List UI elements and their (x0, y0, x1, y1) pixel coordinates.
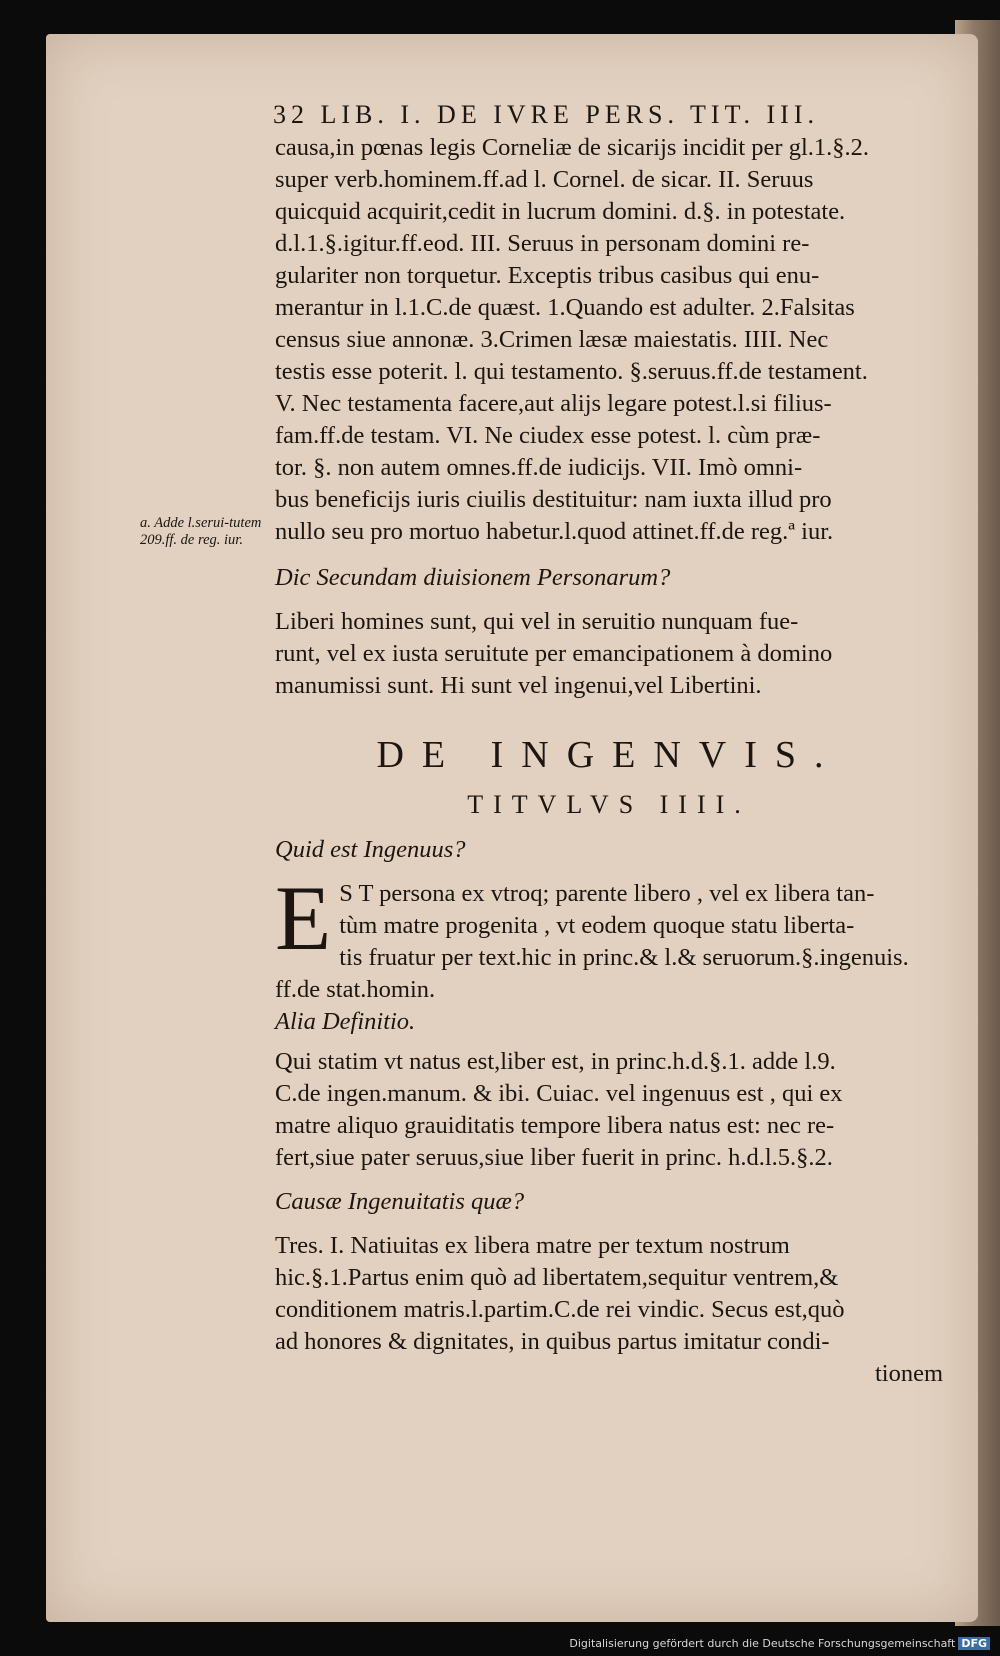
text-line: nullo seu pro mortuo habetur.l.quod attinet.ff.de reg.ª iur. (275, 518, 834, 545)
text-line: merantur in l.1.C.de quæst. 1.Quando est adulter. 2.Falsitas (275, 294, 855, 321)
text-line: testis esse poterit. l. qui testamento. §.seruus.ff.de testament. (275, 358, 868, 385)
text-line: causa,in pœnas legis Corneliæ de sicarijs incidit per gl.1.§.2. (275, 134, 870, 161)
text-line: ad honores & dignitates, in quibus partus imitatur condi- (275, 1328, 830, 1355)
text-line: S T persona ex vtroq; parente libero , vel ex libera tan- (339, 880, 875, 907)
text-line: census siue annonæ. 3.Crimen læsæ maiestatis. IIII. Nec (275, 326, 829, 353)
text-line: super verb.hominem.ff.ad l. Cornel. de sicar. II. Seruus (275, 166, 814, 193)
text-line: matre aliquo grauiditatis tempore libera natus est: nec re- (275, 1112, 835, 1139)
question-heading: Alia Definitio. (275, 1008, 416, 1035)
question-heading: Quid est Ingenuus? (275, 836, 466, 863)
text-line: gulariter non torquetur. Exceptis tribus casibus qui enu- (275, 262, 820, 289)
text-line: fert,siue pater seruus,siue liber fuerit in princ. h.d.l.5.§.2. (275, 1144, 833, 1171)
text-line: V. Nec testamenta facere,aut alijs legare potest.l.si filius- (275, 390, 832, 417)
question-heading: Causæ Ingenuitatis quæ? (275, 1188, 525, 1215)
text-block-1 (275, 132, 943, 548)
question-3 (275, 1006, 943, 1038)
text-line: tor. §. non autem omnes.ff.de iudicijs. VII. Imò omni- (275, 454, 803, 481)
dfg-logo: DFG (958, 1637, 990, 1650)
text-line: manumissi sunt. Hi sunt vel ingenui,vel Libertini. (275, 672, 762, 699)
section-title: DE INGENVIS. (376, 734, 842, 776)
text-line: C.de ingen.manum. & ibi. Cuiac. vel ingenuus est , qui ex (275, 1080, 843, 1107)
text-line: Tres. I. Natiuitas ex libera matre per textum nostrum (275, 1232, 790, 1259)
drop-cap: E (275, 867, 332, 969)
question-4 (275, 1186, 943, 1218)
text-line: tùm matre progenita , vt eodem quoque statu liberta- (339, 912, 855, 939)
text-line: quicquid acquirit,cedit in lucrum domini. d.§. in potestate. (275, 198, 846, 225)
text-line: hic.§.1.Partus enim quò ad libertatem,sequitur ventrem,& (275, 1264, 839, 1291)
text-line: runt, vel ex iusta seruitute per emancipationem à domino (275, 640, 833, 667)
text-line: Liberi homines sunt, qui vel in seruitio nunquam fue- (275, 608, 799, 635)
text-block-2 (275, 606, 943, 702)
digitization-footer (569, 1637, 990, 1650)
marginal-note: a. Adde l.serui-tutem 209.ff. de reg. iur. (140, 515, 262, 548)
text-line: d.l.1.§.igitur.ff.eod. III. Seruus in personam domini re- (275, 230, 810, 257)
question-heading: Dic Secundam diuisionem Personarum? (275, 564, 671, 591)
section-subtitle: TITVLVS IIII. (467, 790, 751, 819)
question-2 (275, 834, 943, 866)
text-block-4 (275, 1046, 943, 1174)
text-block-5 (275, 1230, 943, 1390)
text-block-3 (275, 867, 943, 1006)
running-header: 32 LIB. I. DE IVRE PERS. TIT. III. (273, 100, 819, 129)
text-line: fam.ff.de testam. VI. Ne ciudex esse potest. l. cùm præ- (275, 422, 821, 449)
text-line: Qui statim vt natus est,liber est, in princ.h.d.§.1. adde l.9. (275, 1048, 836, 1075)
text-line: conditionem matris.l.partim.C.de rei vindic. Secus est,quò (275, 1296, 845, 1323)
footer-text: Digitalisierung gefördert durch die Deutsche Forschungsgemeinschaft (569, 1637, 956, 1650)
text-line: tis fruatur per text.hic in princ.& l.& seruorum.§.ingenuis. (339, 944, 909, 971)
catchword: tionem (874, 1360, 943, 1387)
text-line: ff.de stat.homin. (275, 976, 436, 1003)
question-1 (275, 562, 943, 594)
text-line: bus beneficijs iuris ciuilis destituitur: nam iuxta illud pro (275, 486, 832, 513)
